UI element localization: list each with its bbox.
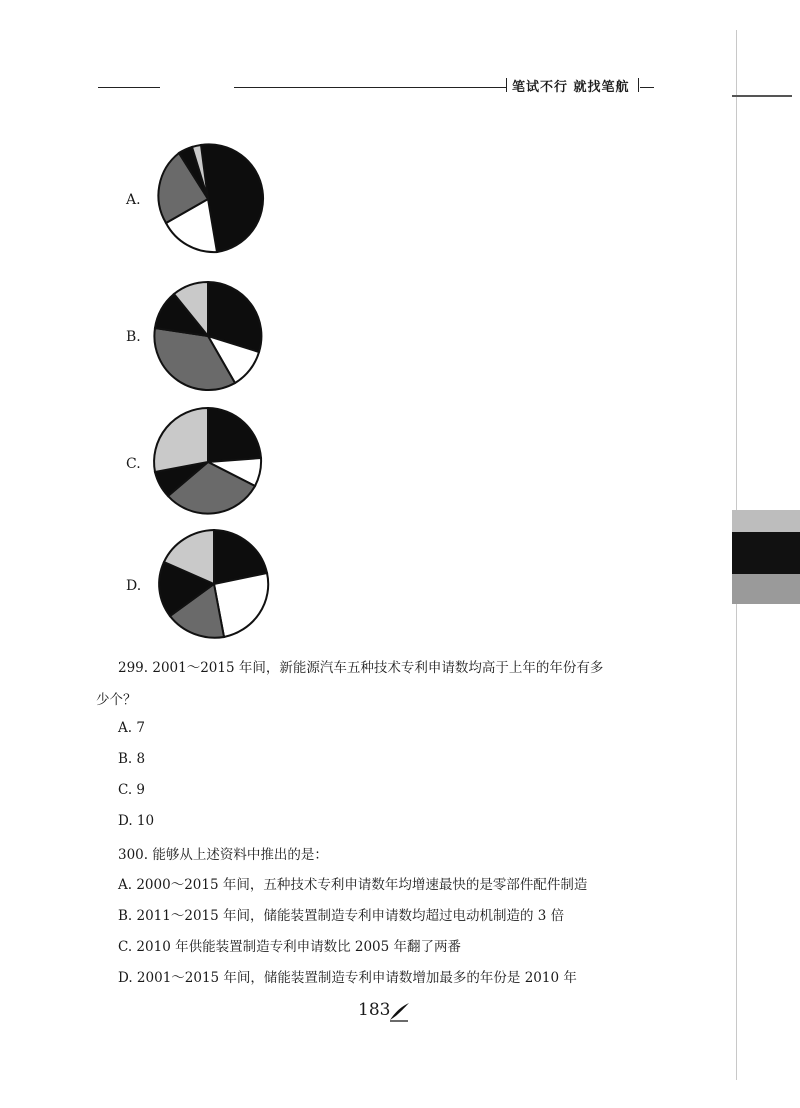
q300-choice-d: D. 2001～2015 年间，储能装置制造专利申请数增加最多的年份是 2010 年 bbox=[118, 970, 577, 986]
pie-chart-c bbox=[150, 406, 266, 518]
pie-chart-d bbox=[152, 528, 276, 640]
q300-choice-b: B. 2011～2015 年间，储能装置制造专利申请数均超过电动机制造的 3 倍 bbox=[118, 908, 565, 924]
q300-stem: 300. 能够从上述资料中推出的是： bbox=[118, 847, 328, 863]
q299-stem-line1: 299. 2001～2015 年间，新能源汽车五种技术专利申请数均高于上年的年份有多 bbox=[118, 660, 604, 676]
edge-mark bbox=[732, 95, 792, 97]
header-tick-right bbox=[638, 78, 639, 92]
header-rule-right bbox=[640, 87, 654, 88]
q299-choice-c: C. 9 bbox=[118, 782, 146, 798]
pie-chart-b bbox=[150, 280, 266, 392]
option-b-label: B. bbox=[126, 329, 141, 345]
edge-band-light bbox=[732, 510, 800, 532]
edge-band-gray bbox=[732, 574, 800, 604]
header-tick-left bbox=[506, 78, 507, 92]
q300-choice-a: A. 2000～2015 年间，五种技术专利申请数年均增速最快的是零部件配件制造 bbox=[118, 877, 588, 893]
q299-stem-line2: 少个？ bbox=[96, 692, 137, 708]
q299-choice-a: A. 7 bbox=[118, 720, 145, 736]
pie-c-black bbox=[208, 408, 261, 462]
pie-chart-a bbox=[150, 143, 266, 255]
q299-choice-d: D. 10 bbox=[118, 813, 155, 829]
header-rule-main bbox=[234, 87, 506, 88]
q299-choice-b: B. 8 bbox=[118, 751, 146, 767]
edge-band-dark bbox=[732, 532, 800, 574]
q300-choice-c: C. 2010 年供能装置制造专利申请数比 2005 年翻了两番 bbox=[118, 939, 462, 955]
option-c-label: C. bbox=[126, 456, 141, 472]
header-rule-left bbox=[98, 87, 160, 88]
header-title: 笔试不行 就找笔航 bbox=[512, 80, 630, 95]
option-a-label: A. bbox=[126, 192, 141, 208]
quill-pen-icon bbox=[388, 1002, 410, 1022]
pie-c-lightgray bbox=[154, 408, 208, 472]
page-number: 183 bbox=[358, 1000, 391, 1020]
page-edge bbox=[730, 0, 800, 1108]
option-d-label: D. bbox=[126, 578, 142, 594]
